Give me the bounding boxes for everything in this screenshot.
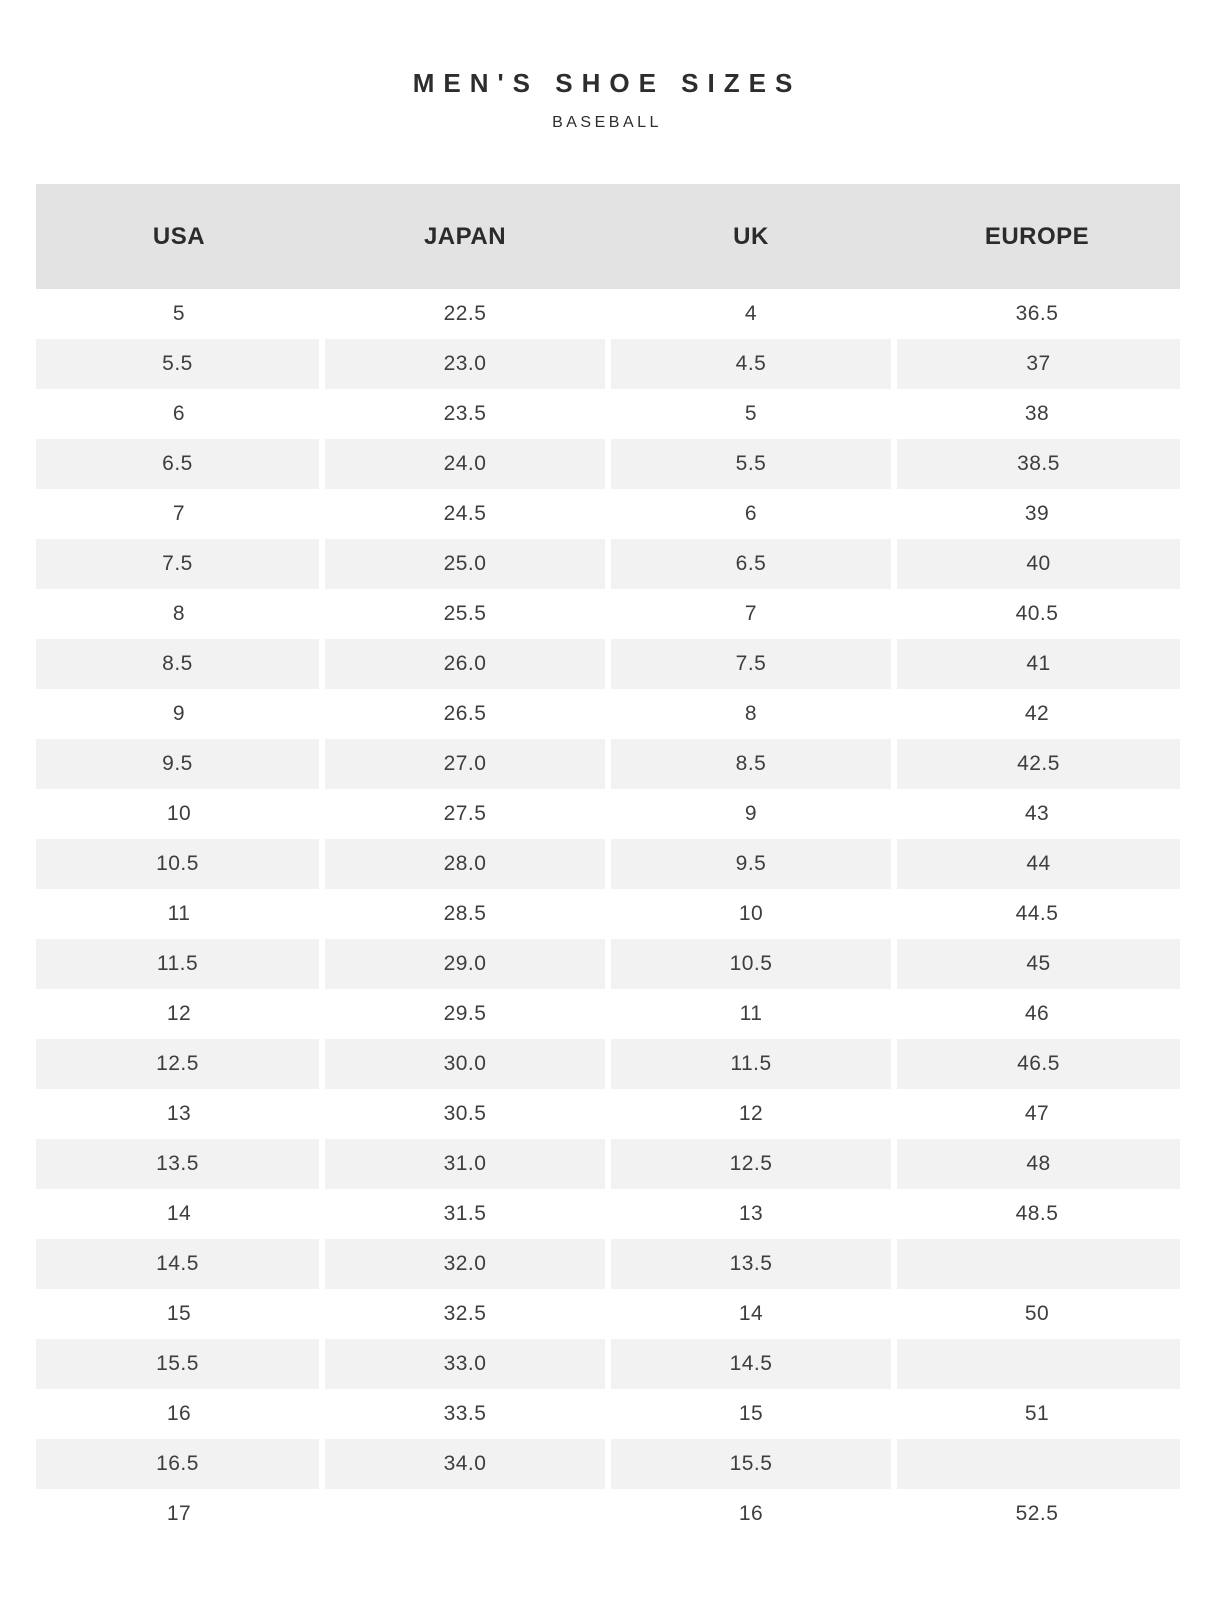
cell-japan <box>322 1489 608 1539</box>
cell-uk: 12 <box>608 1089 894 1139</box>
table-body <box>36 289 1180 1539</box>
table-row <box>36 1289 1180 1339</box>
cell-usa: 14 <box>36 1189 322 1239</box>
page-title: MEN'S SHOE SIZES <box>412 68 802 98</box>
cell-japan: 23.5 <box>322 389 608 439</box>
table-row <box>36 1339 1180 1389</box>
cell-europe: 50 <box>894 1289 1180 1339</box>
cell-uk: 10.5 <box>611 939 891 989</box>
column-header-europe: EUROPE <box>984 222 1090 250</box>
cell-europe: 42.5 <box>897 739 1180 789</box>
cell-uk: 11 <box>608 989 894 1039</box>
cell-japan: 30.5 <box>322 1089 608 1139</box>
cell-usa: 10.5 <box>36 839 319 889</box>
cell-uk: 14 <box>608 1289 894 1339</box>
cell-usa: 6 <box>36 389 322 439</box>
cell-europe: 43 <box>894 789 1180 839</box>
cell-europe: 51 <box>894 1389 1180 1439</box>
cell-usa: 17 <box>36 1489 322 1539</box>
cell-europe: 36.5 <box>894 289 1180 339</box>
table-row <box>36 1239 1180 1289</box>
table-row <box>36 889 1180 939</box>
cell-uk: 14.5 <box>611 1339 891 1389</box>
cell-usa: 10 <box>36 789 322 839</box>
page-subtitle: BASEBALL <box>552 114 662 131</box>
table-row <box>36 1139 1180 1189</box>
table-header-row <box>36 184 1180 289</box>
table-row <box>36 939 1180 989</box>
cell-europe <box>897 1439 1180 1489</box>
cell-usa: 9.5 <box>36 739 319 789</box>
cell-europe <box>897 1239 1180 1289</box>
cell-usa: 16 <box>36 1389 322 1439</box>
cell-japan: 25.5 <box>322 589 608 639</box>
cell-europe: 37 <box>897 339 1180 389</box>
cell-europe: 44 <box>897 839 1180 889</box>
cell-europe: 47 <box>894 1089 1180 1139</box>
cell-usa: 12.5 <box>36 1039 319 1089</box>
cell-japan: 34.0 <box>325 1439 605 1489</box>
cell-europe: 52.5 <box>894 1489 1180 1539</box>
cell-europe: 44.5 <box>894 889 1180 939</box>
cell-japan: 28.5 <box>322 889 608 939</box>
cell-usa: 5.5 <box>36 339 319 389</box>
table-row <box>36 539 1180 589</box>
cell-uk: 8.5 <box>611 739 891 789</box>
cell-japan: 28.0 <box>325 839 605 889</box>
cell-europe: 39 <box>894 489 1180 539</box>
cell-uk: 5.5 <box>611 439 891 489</box>
cell-japan: 31.0 <box>325 1139 605 1189</box>
cell-uk: 11.5 <box>611 1039 891 1089</box>
cell-usa: 11.5 <box>36 939 319 989</box>
cell-japan: 33.0 <box>325 1339 605 1389</box>
cell-usa: 15 <box>36 1289 322 1339</box>
cell-usa: 9 <box>36 689 322 739</box>
cell-usa: 15.5 <box>36 1339 319 1389</box>
cell-uk: 10 <box>608 889 894 939</box>
cell-japan: 26.5 <box>322 689 608 739</box>
cell-japan: 25.0 <box>325 539 605 589</box>
table-row <box>36 1439 1180 1489</box>
cell-europe: 40 <box>897 539 1180 589</box>
cell-uk: 13.5 <box>611 1239 891 1289</box>
cell-europe: 38 <box>894 389 1180 439</box>
cell-japan: 24.5 <box>322 489 608 539</box>
cell-uk: 13 <box>608 1189 894 1239</box>
cell-usa: 7.5 <box>36 539 319 589</box>
cell-japan: 29.0 <box>325 939 605 989</box>
table-row <box>36 589 1180 639</box>
cell-uk: 7 <box>608 589 894 639</box>
table-row <box>36 389 1180 439</box>
cell-uk: 16 <box>608 1489 894 1539</box>
cell-usa: 5 <box>36 289 322 339</box>
cell-uk: 6.5 <box>611 539 891 589</box>
cell-usa: 12 <box>36 989 322 1039</box>
table-row <box>36 689 1180 739</box>
cell-japan: 22.5 <box>322 289 608 339</box>
cell-uk: 5 <box>608 389 894 439</box>
cell-japan: 27.0 <box>325 739 605 789</box>
table-row <box>36 339 1180 389</box>
cell-europe: 42 <box>894 689 1180 739</box>
cell-japan: 32.5 <box>322 1289 608 1339</box>
cell-usa: 11 <box>36 889 322 939</box>
table-row <box>36 1389 1180 1439</box>
cell-japan: 32.0 <box>325 1239 605 1289</box>
column-header-usa: USA <box>152 222 206 250</box>
cell-europe: 40.5 <box>894 589 1180 639</box>
table-row <box>36 739 1180 789</box>
cell-uk: 15.5 <box>611 1439 891 1489</box>
table-row <box>36 989 1180 1039</box>
table-row <box>36 489 1180 539</box>
table-row <box>36 1089 1180 1139</box>
cell-uk: 12.5 <box>611 1139 891 1189</box>
cell-usa: 13 <box>36 1089 322 1139</box>
cell-europe: 41 <box>897 639 1180 689</box>
cell-europe: 46.5 <box>897 1039 1180 1089</box>
cell-usa: 8.5 <box>36 639 319 689</box>
cell-usa: 14.5 <box>36 1239 319 1289</box>
cell-usa: 13.5 <box>36 1139 319 1189</box>
cell-uk: 9.5 <box>611 839 891 889</box>
table-row <box>36 1189 1180 1239</box>
cell-japan: 27.5 <box>322 789 608 839</box>
cell-japan: 23.0 <box>325 339 605 389</box>
cell-europe: 45 <box>897 939 1180 989</box>
cell-uk: 15 <box>608 1389 894 1439</box>
cell-japan: 24.0 <box>325 439 605 489</box>
table-row <box>36 639 1180 689</box>
cell-uk: 6 <box>608 489 894 539</box>
cell-japan: 31.5 <box>322 1189 608 1239</box>
table-row <box>36 289 1180 339</box>
cell-usa: 6.5 <box>36 439 319 489</box>
cell-europe: 46 <box>894 989 1180 1039</box>
cell-japan: 33.5 <box>322 1389 608 1439</box>
cell-uk: 4 <box>608 289 894 339</box>
cell-uk: 9 <box>608 789 894 839</box>
cell-europe: 48.5 <box>894 1189 1180 1239</box>
cell-japan: 30.0 <box>325 1039 605 1089</box>
column-header-uk: UK <box>733 222 769 250</box>
table-row <box>36 839 1180 889</box>
cell-uk: 7.5 <box>611 639 891 689</box>
cell-europe <box>897 1339 1180 1389</box>
shoe-size-table <box>36 184 1180 1539</box>
cell-europe: 48 <box>897 1139 1180 1189</box>
cell-europe: 38.5 <box>897 439 1180 489</box>
cell-japan: 29.5 <box>322 989 608 1039</box>
column-header-japan: JAPAN <box>423 222 507 250</box>
cell-usa: 8 <box>36 589 322 639</box>
cell-usa: 16.5 <box>36 1439 319 1489</box>
cell-japan: 26.0 <box>325 639 605 689</box>
cell-usa: 7 <box>36 489 322 539</box>
table-row <box>36 439 1180 489</box>
cell-uk: 8 <box>608 689 894 739</box>
table-row <box>36 1489 1180 1539</box>
cell-uk: 4.5 <box>611 339 891 389</box>
table-row <box>36 789 1180 839</box>
table-row <box>36 1039 1180 1089</box>
